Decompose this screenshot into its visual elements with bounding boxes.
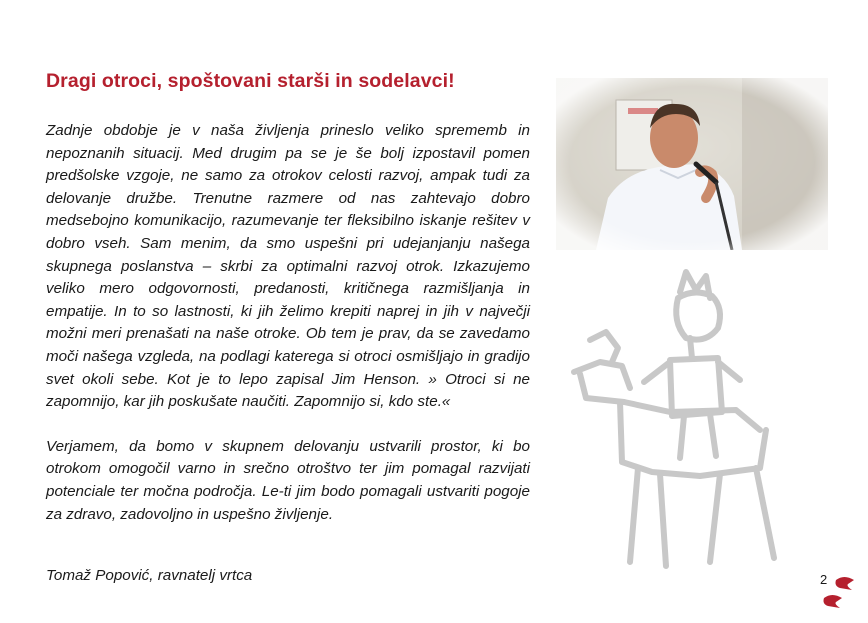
child-drawing — [560, 262, 800, 587]
letter-body — [46, 120, 530, 526]
speaker-photo — [556, 78, 828, 250]
page-number: 2 — [820, 572, 828, 587]
signature: Tomaž Popović, ravnatelj vrtca — [46, 567, 253, 584]
paragraph-2: Verjamem, da bomo v skupnem delovanju ustvarili prostor, ki bo otrokom omogočil varno in srečno otroštvo ter jim pomagal razvijati potenciale ter močna področja. Le-ti jim bodo pomagali ustvariti pogoje za zdravo, zadovoljno in uspešno življenje. — [46, 437, 530, 523]
paragraph-1: Zadnje obdobje je v naša življenja prineslo veliko sprememb in nepoznanih situacij. Med drugim pa se je še bolj izpostavil pomen predšolske vzgoje, ne samo za otrokov celosti razvoj, ampak tudi za delovanje družbe. Trenutne razmere od nas zahtevajo dobro medsebojno komunikacijo, razumevanje ter fleksibilno iskanje rešitev v dobro vseh. Sam menim, da smo uspešni pri udejanjanju našega skupnega poslanstva – skrbi za optimalni razvoj otrok. Izkazujemo veliko mero odgovornosti, predanosti, kritičnega razmišljanja in empatije. In to so lastnosti, ki jih želimo krepiti naprej in jih v največji možni meri prenašati na naše otroke. Ob tem je prav, da se zavedamo moči našega vzgleda, na podlagi katerega si otroci osmišljajo in gradijo svet okoli sebe. Kot je to lepo zapisal Jim Henson. » Otroci si ne zapomnijo, kar jih poskušate naučiti. Zapomnijo si, kdo ste.« — [46, 122, 530, 411]
page-title: Dragi otroci, spoštovani starši in sodelavci! — [46, 70, 455, 92]
footprints-icon — [818, 574, 862, 619]
